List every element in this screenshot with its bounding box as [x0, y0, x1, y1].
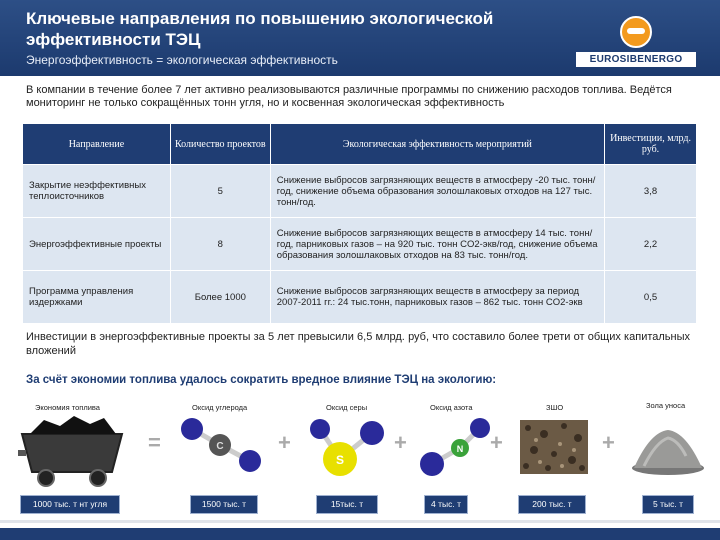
col-direction: Направление: [23, 124, 171, 165]
value-ash-slag: 200 тыс. т: [518, 495, 586, 514]
plus-sign: +: [602, 430, 615, 455]
col-count: Количество проектов: [170, 124, 270, 165]
table-row: [23, 165, 697, 218]
investment-summary: Инвестиции в энергоэффективные проекты за 5 лет превысили 6,5 млрд. руб, что составило более трети от общих капитальных вложений: [26, 331, 690, 357]
page-title: Ключевые направления по повышению экологической эффективности ТЭЦ: [26, 9, 494, 49]
plus-sign: +: [394, 430, 407, 455]
cell-investment: 0,5: [605, 271, 697, 324]
label-fuel: Экономия топлива: [35, 403, 100, 412]
cell-direction: Закрытие неэффективных теплоисточников: [23, 165, 171, 218]
value-fuel: 1000 тыс. т нт угля: [20, 495, 120, 514]
atom-s-label: S: [335, 453, 345, 467]
co-molecule-icon: [178, 415, 268, 479]
cell-direction: Энергоэффективные проекты: [23, 218, 171, 271]
fly-ash-icon: [628, 422, 708, 478]
value-so2: 15тыс. т: [316, 495, 378, 514]
so2-molecule-icon: [306, 415, 390, 483]
cell-efficiency: Снижение выбросов загрязняющих веществ в атмосферу -20 тыс. тонн/год, снижение объема образования золошлаковых отходов на 127 тыс. тонн/год.: [270, 165, 604, 218]
cell-direction: Программа управления издержками: [23, 271, 171, 324]
footer-bar: [0, 528, 720, 540]
label-nox: Оксид азота: [430, 403, 473, 412]
plus-sign: +: [278, 430, 291, 455]
col-efficiency: Экологическая эффективность мероприятий: [270, 124, 604, 165]
label-co: Оксид углерода: [192, 403, 248, 412]
table-row: [23, 271, 697, 324]
page-subtitle: Энергоэффективность = экологическая эффективность: [26, 53, 338, 67]
label-ash-slag: ЗШО: [546, 403, 564, 412]
label-fly-ash: Зола уноса: [646, 401, 686, 410]
intro-text: В компании в течение более 7 лет активно реализовываются различные программы по снижению расходов топлива. Ведётся мониторинг не только сокращённых тонн угля, но и косвенная экологическая эффективность: [26, 84, 672, 109]
col-investment: Инвестиции, млрд. руб.: [605, 124, 697, 165]
no2-molecule-icon: [416, 414, 496, 480]
cell-investment: 3,8: [605, 165, 697, 218]
coal-cart-icon: [12, 412, 132, 488]
cell-investment: 2,2: [605, 218, 697, 271]
company-logo: [576, 16, 696, 67]
cell-efficiency: Снижение выбросов загрязняющих веществ в атмосферу 14 тыс. тонн/год, парниковых газов – на 920 тыс. тонн CO2-экв/год, снижение объема образования золошлаковых отходов на 83 тыс. тонн/год.: [270, 218, 604, 271]
equals-sign: =: [148, 430, 161, 455]
header-banner: [0, 0, 720, 76]
atom-n-label: N: [456, 444, 464, 454]
cell-count: Более 1000: [170, 271, 270, 324]
value-nox: 4 тыс. т: [424, 495, 468, 514]
table-row: [23, 218, 697, 271]
value-fly-ash: 5 тыс. т: [642, 495, 694, 514]
label-so2: Оксид серы: [326, 403, 368, 412]
economy-heading: За счёт экономии топлива удалось сократить вредное влияние ТЭЦ на экологию:: [26, 374, 497, 386]
value-co: 1500 тыс. т: [190, 495, 258, 514]
ash-slag-icon: [514, 416, 594, 478]
projects-table: [22, 123, 697, 324]
cell-efficiency: Снижение выбросов загрязняющих веществ в атмосферу за период 2007-2011 гг.: 24 тыс.тонн, парниковых газов – 862 тыс. тонн CO2-экв: [270, 271, 604, 324]
divider: [0, 520, 720, 523]
cell-count: 8: [170, 218, 270, 271]
cell-count: 5: [170, 165, 270, 218]
logo-text: EUROSIBENERGO: [576, 52, 696, 67]
table-header-row: [23, 124, 697, 165]
atom-c-label: C: [216, 441, 224, 452]
logo-mark-icon: [620, 16, 652, 48]
plus-sign: +: [490, 430, 503, 455]
